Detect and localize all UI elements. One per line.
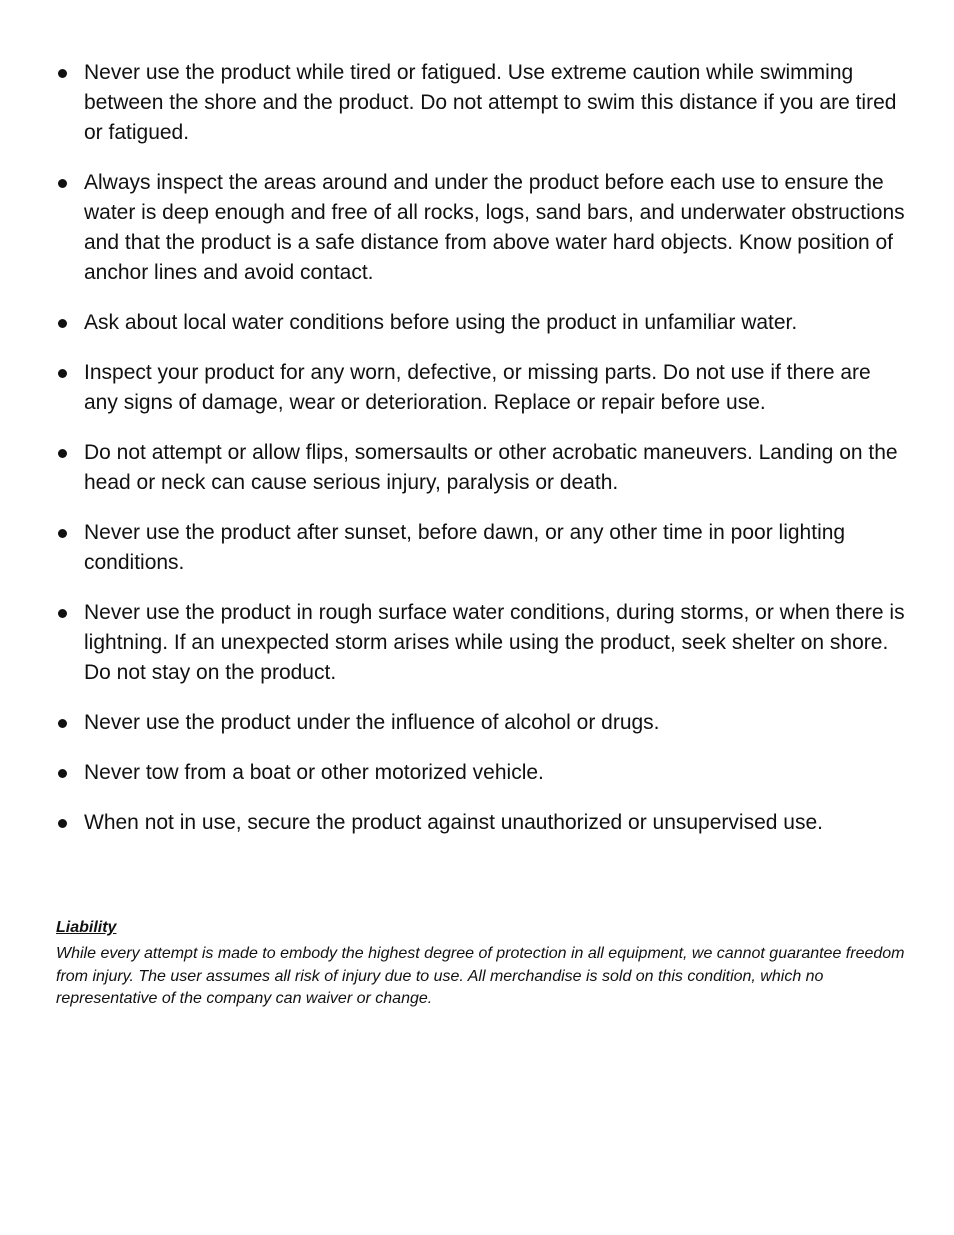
bullet-icon xyxy=(58,769,67,778)
list-item xyxy=(56,518,906,578)
bullet-icon xyxy=(58,369,67,378)
bullet-icon xyxy=(58,719,67,728)
list-item xyxy=(56,758,906,788)
list-item xyxy=(56,808,906,838)
list-item xyxy=(56,308,906,338)
list-item-text: When not in use, secure the product against unauthorized or unsupervised use. xyxy=(84,811,823,834)
list-item-text: Do not attempt or allow flips, somersaults or other acrobatic maneuvers. Landing on the head or neck can cause serious injury, paralysis or death. xyxy=(84,441,898,494)
list-item-text: Never use the product under the influence of alcohol or drugs. xyxy=(84,711,660,734)
list-item-text: Never tow from a boat or other motorized vehicle. xyxy=(84,761,544,784)
list-item xyxy=(56,358,906,418)
bullet-icon xyxy=(58,819,67,828)
list-item-text: Inspect your product for any worn, defective, or missing parts. Do not use if there are any signs of damage, wear or deterioration. Replace or repair before use. xyxy=(84,361,871,414)
bullet-icon xyxy=(58,449,67,458)
list-item xyxy=(56,598,906,688)
liability-heading: Liability xyxy=(56,919,117,936)
bullet-icon xyxy=(58,529,67,538)
bullet-icon xyxy=(58,179,67,188)
bullet-icon xyxy=(58,609,67,618)
list-item-text: Never use the product after sunset, before dawn, or any other time in poor lighting conditions. xyxy=(84,521,846,574)
list-item-text: Always inspect the areas around and under the product before each use to ensure the water is deep enough and free of all rocks, logs, sand bars, and underwater obstructions and that the product is a safe distance from above water hard objects. Know position of anchor lines and avoid contact. xyxy=(84,171,905,284)
safety-rules-list xyxy=(56,58,906,838)
list-item-text: Never use the product in rough surface water conditions, during storms, or when there is lightning. If an unexpected storm arises while using the product, seek shelter on shore. Do not stay on the product. xyxy=(84,601,905,684)
list-item-text: Ask about local water conditions before using the product in unfamiliar water. xyxy=(84,311,798,334)
liability-section xyxy=(56,917,906,1011)
list-item xyxy=(56,438,906,498)
bullet-icon xyxy=(58,69,67,78)
list-item xyxy=(56,58,906,148)
list-item xyxy=(56,708,906,738)
list-item-text: Never use the product while tired or fatigued. Use extreme caution while swimming between the shore and the product. Do not attempt to swim this distance if you are tired or fatigued. xyxy=(84,61,897,144)
bullet-icon xyxy=(58,319,67,328)
liability-text: While every attempt is made to embody the highest degree of protection in all equipment, we cannot guarantee freedom from injury. The user assumes all risk of injury due to use. All merchandise is sold on this condition, which no representative of the company can waiver or change. xyxy=(56,945,905,1007)
list-item xyxy=(56,168,906,288)
